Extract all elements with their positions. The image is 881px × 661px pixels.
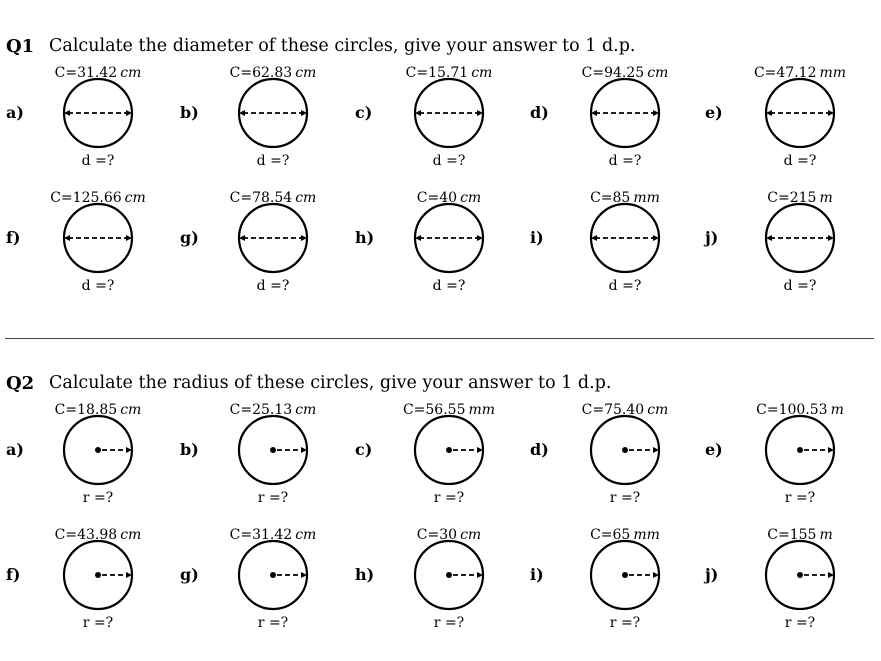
- circumference-value: C=18.85: [54, 402, 118, 418]
- question-letter: h): [355, 565, 375, 584]
- radius-answer: r =?: [609, 490, 641, 506]
- question-letter: b): [180, 103, 199, 122]
- radius-answer: r =?: [784, 490, 816, 506]
- circumference-unit: cm: [295, 402, 317, 418]
- circumference-value: C=31.42: [229, 527, 293, 543]
- centre-dot: [622, 572, 628, 578]
- diameter-answer: d =?: [783, 278, 817, 294]
- circumference-value: C=100.53: [756, 402, 828, 418]
- circumference-value: C=31.42: [54, 65, 118, 81]
- circle-outline: [766, 79, 834, 147]
- question-letter: j): [705, 565, 719, 584]
- centre-dot: [95, 447, 101, 453]
- diameter-circle: [411, 200, 487, 276]
- centre-dot: [622, 447, 628, 453]
- q1-instruction: Calculate the diameter of these circles, give your answer to 1 d.p.: [49, 36, 636, 56]
- circumference-value: C=43.98: [54, 527, 118, 543]
- circumference-value: C=25.13: [229, 402, 293, 418]
- circumference-unit: cm: [120, 65, 142, 81]
- diameter-answer: d =?: [608, 278, 642, 294]
- radius-answer: r =?: [784, 615, 816, 631]
- diameter-answer: d =?: [256, 153, 290, 169]
- diameter-circle: [60, 75, 136, 151]
- radius-circle: [235, 537, 311, 613]
- circumference-unit: cm: [460, 527, 482, 543]
- circumference-unit: mm: [819, 65, 847, 81]
- circumference-value: C=78.54: [229, 190, 293, 206]
- diameter-answer: d =?: [432, 153, 466, 169]
- circumference-unit: m: [819, 190, 833, 206]
- diameter-answer: d =?: [81, 153, 115, 169]
- centre-dot: [797, 572, 803, 578]
- section-divider: [5, 338, 874, 339]
- diameter-circle: [762, 75, 838, 151]
- question-letter: c): [355, 440, 373, 459]
- radius-circle: [587, 537, 663, 613]
- circle-outline: [591, 204, 659, 272]
- circumference-unit: cm: [647, 402, 669, 418]
- radius-answer: r =?: [433, 615, 465, 631]
- radius-answer: r =?: [257, 490, 289, 506]
- circumference-unit: cm: [471, 65, 493, 81]
- circumference-unit: cm: [647, 65, 669, 81]
- circumference-unit: cm: [295, 190, 317, 206]
- question-letter: e): [705, 103, 723, 122]
- circumference-value: C=30: [416, 527, 458, 543]
- diameter-answer: d =?: [81, 278, 115, 294]
- q2-instruction: Calculate the radius of these circles, give your answer to 1 d.p.: [49, 373, 612, 393]
- diameter-circle: [762, 200, 838, 276]
- question-letter: a): [6, 440, 24, 459]
- radius-circle: [235, 412, 311, 488]
- circle-outline: [591, 79, 659, 147]
- diameter-answer: d =?: [608, 153, 642, 169]
- question-letter: f): [6, 228, 21, 247]
- radius-circle: [762, 412, 838, 488]
- radius-circle: [60, 537, 136, 613]
- diameter-circle: [235, 200, 311, 276]
- question-letter: j): [705, 228, 719, 247]
- radius-circle: [411, 412, 487, 488]
- circumference-value: C=85: [590, 190, 631, 206]
- circumference-unit: cm: [120, 527, 142, 543]
- centre-dot: [270, 572, 276, 578]
- circumference-value: C=65: [590, 527, 631, 543]
- diameter-circle: [60, 200, 136, 276]
- radius-answer: r =?: [609, 615, 641, 631]
- radius-answer: r =?: [82, 615, 114, 631]
- radius-circle: [762, 537, 838, 613]
- circumference-value: C=56.55: [402, 402, 466, 418]
- circumference-unit: mm: [633, 527, 660, 543]
- circumference-value: C=94.25: [581, 65, 645, 81]
- question-letter: c): [355, 103, 373, 122]
- question-letter: g): [180, 565, 199, 584]
- circumference-unit: cm: [295, 527, 317, 543]
- radius-circle: [587, 412, 663, 488]
- centre-dot: [270, 447, 276, 453]
- radius-answer: r =?: [82, 490, 114, 506]
- question-letter: f): [6, 565, 21, 584]
- radius-circle: [60, 412, 136, 488]
- diameter-circle: [587, 200, 663, 276]
- circumference-value: C=215: [767, 190, 817, 206]
- question-letter: d): [530, 440, 549, 459]
- question-letter: b): [180, 440, 199, 459]
- q2-number: Q2: [6, 373, 35, 394]
- circumference-value: C=40: [416, 190, 458, 206]
- circle-outline: [239, 204, 307, 272]
- circumference-unit: m: [830, 402, 844, 418]
- centre-dot: [95, 572, 101, 578]
- circumference-unit: cm: [124, 190, 146, 206]
- centre-dot: [446, 447, 452, 453]
- circumference-unit: cm: [120, 402, 142, 418]
- circumference-unit: mm: [633, 190, 660, 206]
- circumference-unit: m: [819, 527, 833, 543]
- question-letter: h): [355, 228, 375, 247]
- circle-outline: [766, 204, 834, 272]
- question-letter: g): [180, 228, 199, 247]
- centre-dot: [446, 572, 452, 578]
- radius-circle: [411, 537, 487, 613]
- diameter-circle: [411, 75, 487, 151]
- question-letter: i): [530, 228, 544, 247]
- question-letter: a): [6, 103, 24, 122]
- diameter-circle: [235, 75, 311, 151]
- radius-answer: r =?: [257, 615, 289, 631]
- circle-outline: [64, 79, 132, 147]
- centre-dot: [797, 447, 803, 453]
- question-letter: i): [530, 565, 544, 584]
- circumference-value: C=125.66: [50, 190, 122, 206]
- diameter-circle: [587, 75, 663, 151]
- circle-outline: [64, 204, 132, 272]
- q1-number: Q1: [6, 36, 35, 57]
- circumference-value: C=155: [767, 527, 817, 543]
- circumference-value: C=15.71: [405, 65, 469, 81]
- diameter-answer: d =?: [783, 153, 817, 169]
- radius-answer: r =?: [433, 490, 465, 506]
- circumference-unit: mm: [468, 402, 496, 418]
- question-letter: e): [705, 440, 723, 459]
- diameter-answer: d =?: [256, 278, 290, 294]
- circumference-unit: cm: [460, 190, 482, 206]
- circumference-value: C=75.40: [581, 402, 645, 418]
- circle-outline: [239, 79, 307, 147]
- circumference-value: C=62.83: [229, 65, 293, 81]
- question-letter: d): [530, 103, 549, 122]
- circle-outline: [415, 79, 483, 147]
- diameter-answer: d =?: [432, 278, 466, 294]
- circle-outline: [415, 204, 483, 272]
- circumference-value: C=47.12: [753, 65, 817, 81]
- circumference-unit: cm: [295, 65, 317, 81]
